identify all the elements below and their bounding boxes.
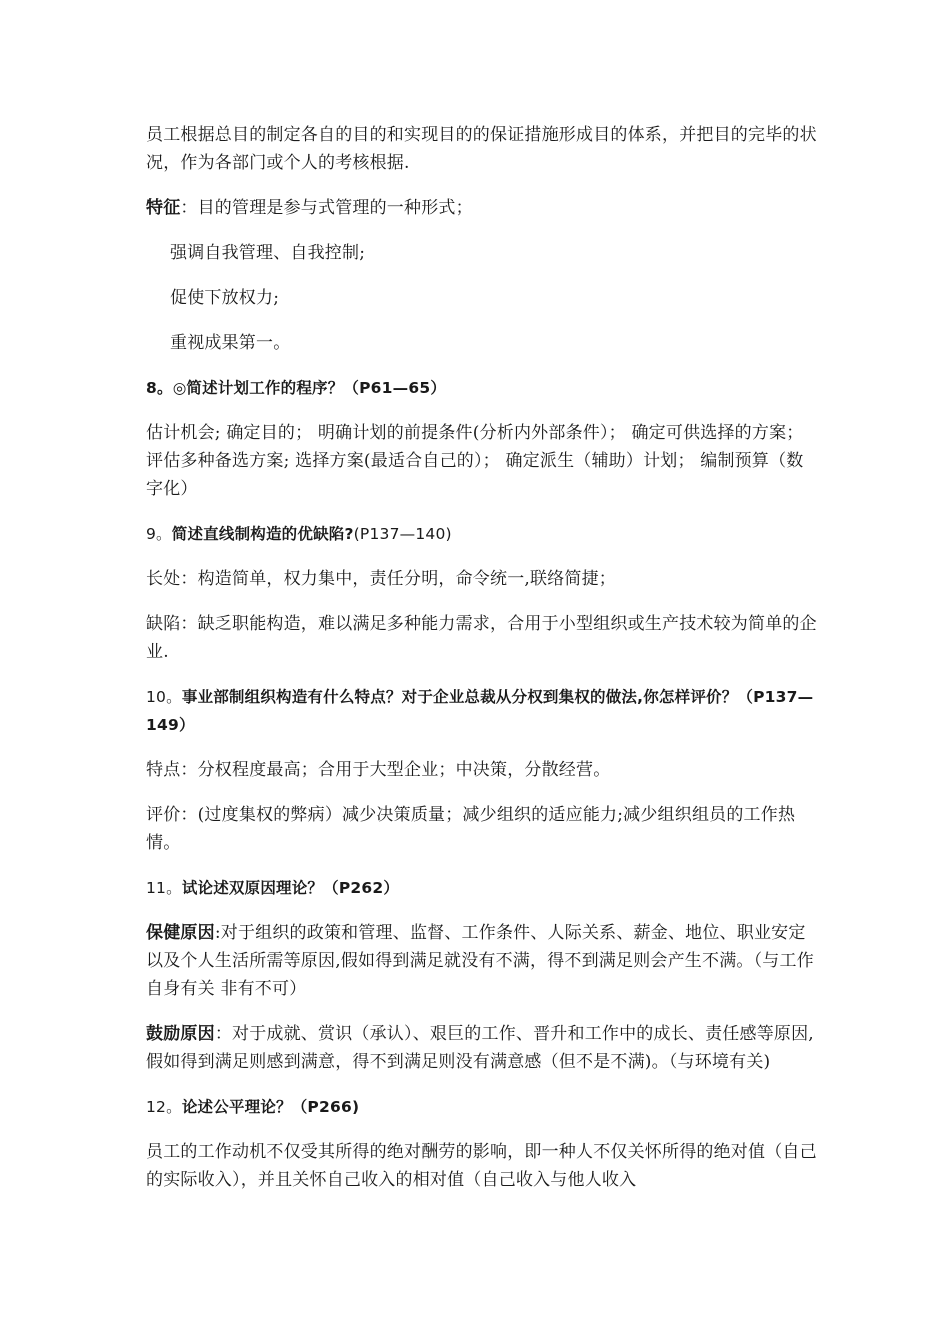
question-9-advantages: 长处：构造简单，权力集中，责任分明，命令统一,联络简捷； [146, 569, 617, 589]
features-item: 强调自我管理、自我控制; [170, 243, 366, 263]
question-number: 8。 [146, 379, 173, 397]
features-item: 促使下放权力; [170, 288, 280, 308]
question-number: 10。 [146, 688, 182, 706]
motivator-text: ：对于成就、赏识（承认）、艰巨的工作、晋升和工作中的成长、责任感等原因,假如得到满足则感到满意，得不到满足则没有满意感（但不是不满)。（与环境有关) [146, 1024, 814, 1072]
question-title: 论述公平理论？（P266) [181, 1098, 360, 1116]
features-paragraph [146, 194, 818, 222]
question-8-heading [146, 374, 818, 402]
features-label: 特征 [146, 198, 181, 218]
question-9-heading [146, 520, 818, 548]
question-10-evaluation: 评价：(过度集权的弊病）减少决策质量；减少组织的适应能力;减少组织组员的工作热情。 [146, 805, 796, 853]
question-11-heading [146, 874, 818, 902]
question-10-heading [146, 683, 818, 739]
question-title: ◎简述计划工作的程序？（P61—65） [172, 379, 447, 397]
hygiene-text: :对于组织的政策和管理、监督、工作条件、人际关系、薪金、地位、职业安定以及个人生活所需等原因,假如得到满足就没有不满，得不到满足则会产生不满。（与工作自身有关 非有不可） [146, 923, 814, 999]
intro-paragraph: 员工根据总目的制定各自的目的和实现目的的保证措施形成目的体系，并把目的完毕的状况，作为各部门或个人的考核根据. [146, 125, 817, 173]
question-number: 9。 [146, 525, 172, 543]
hygiene-label: 保健原因 [146, 923, 215, 943]
question-number: 11。 [146, 879, 182, 897]
question-title: 简述直线制构造的优缺陷? [171, 525, 354, 543]
page-reference: (P137—140) [353, 525, 452, 543]
question-9-disadvantages: 缺陷：缺乏职能构造，难以满足多种能力需求，合用于小型组织或生产技术较为简单的企业. [146, 614, 817, 662]
motivator-factors-paragraph [146, 1020, 818, 1076]
question-12-answer: 员工的工作动机不仅受其所得的绝对酬劳的影响，即一种人不仅关怀所得的绝对值（自己的实际收入），并且关怀自己收入的相对值（自己收入与他人收入 [146, 1142, 817, 1190]
features-item: 重视成果第一。 [170, 333, 291, 353]
document-body [146, 121, 818, 1211]
question-number: 12。 [146, 1098, 182, 1116]
question-title: 事业部制组织构造有什么特点？对于企业总裁从分权到集权的做法,你怎样评价？（P137—149） [146, 688, 814, 734]
question-title: 试论述双原因理论？（P262） [181, 879, 400, 897]
features-first: ：目的管理是参与式管理的一种形式； [180, 198, 473, 218]
hygiene-factors-paragraph [146, 919, 818, 1003]
question-12-heading [146, 1093, 818, 1121]
question-10-features: 特点：分权程度最高；合用于大型企业；中决策，分散经营。 [146, 760, 611, 780]
motivator-label: 鼓励原因 [146, 1024, 215, 1044]
question-8-answer: 估计机会; 确定目的； 明确计划的前提条件(分析内外部条件）； 确定可供选择的方案； 评估多种备选方案; 选择方案(最适合自己的）； 确定派生（辅助）计划； 编制预算（数字化） [146, 423, 804, 499]
